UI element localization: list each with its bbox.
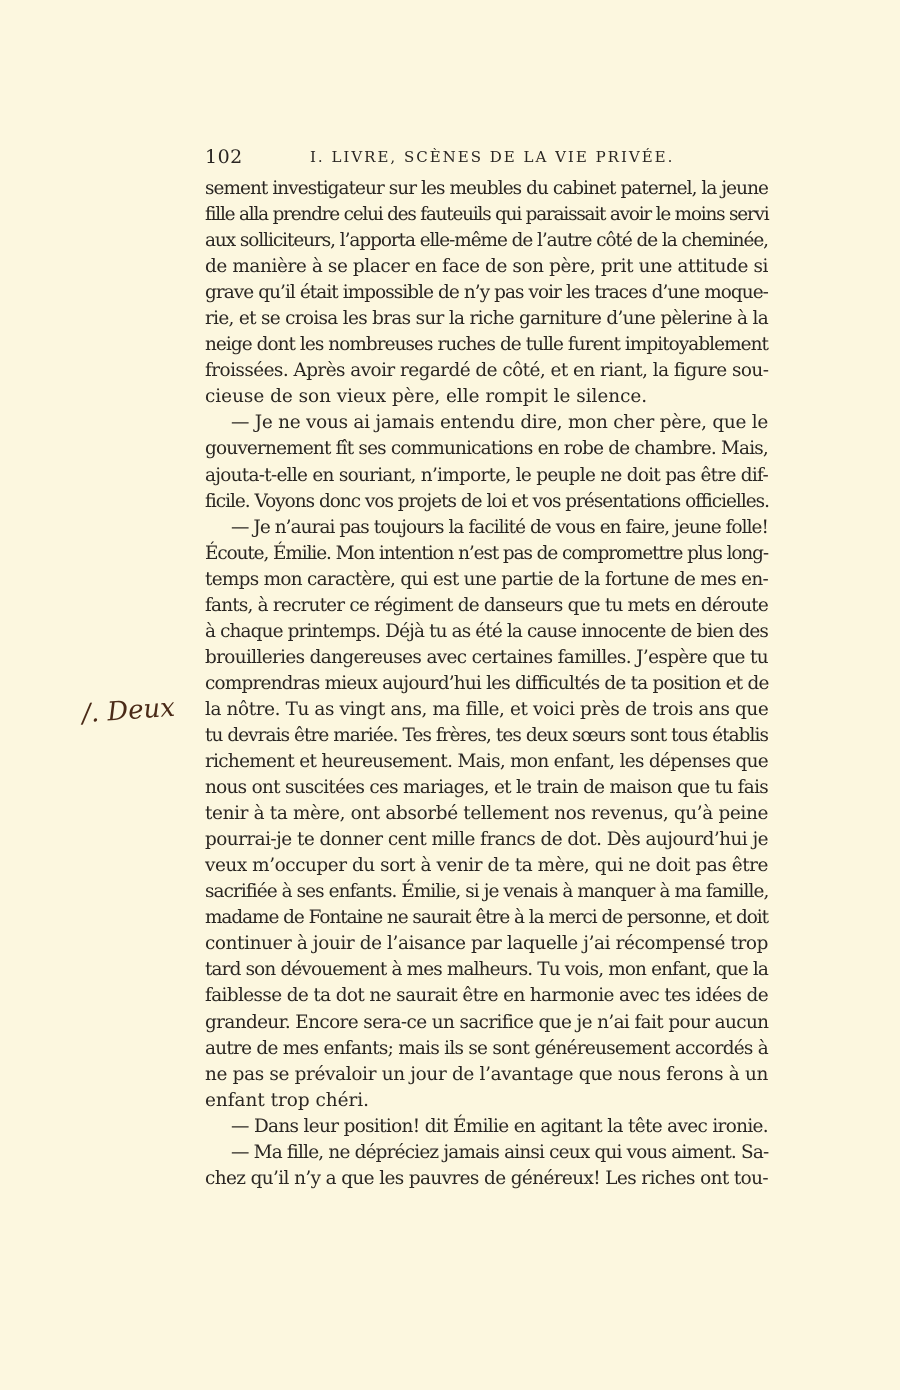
text-line: fants, à recruter ce régiment de danseurs que tu mets en déroute	[205, 594, 769, 616]
text-line: brouilleries dangereuses avec certaines familles. J’espère que tu	[205, 646, 768, 668]
text-line: froissées. Après avoir regardé de côté, et en riant, la figure sou-	[205, 360, 769, 382]
text-line: Écoute, Émilie. Mon intention n’est pas de compromettre plus long-	[205, 542, 769, 564]
text-line: neige dont les nombreuses ruches de tulle furent impitoyablement	[205, 334, 768, 356]
text-line: grandeur. Encore sera-ce un sacrifice que je n’ai fait pour aucun	[205, 1011, 769, 1033]
text-line: ficile. Voyons donc vos projets de loi et vos présentations officielles.	[205, 490, 769, 512]
text-line: chez qu’il n’y a que les pauvres de généreux! Les riches ont tou-	[205, 1167, 769, 1189]
text-line: ajouta-t-elle en souriant, n’importe, le peuple ne doit pas être dif-	[205, 464, 769, 486]
text-line: madame de Fontaine ne saurait être à la merci de personne, et doit	[205, 907, 768, 929]
text-line: pourrai-je te donner cent mille francs de dot. Dès aujourd’hui je	[205, 829, 768, 851]
text-line: cieuse de son vieux père, elle rompit le silence.	[205, 386, 648, 408]
running-title: I. LIVRE, SCÈNES DE LA VIE PRIVÉE.	[310, 148, 675, 166]
text-line: faiblesse de ta dot ne saurait être en harmonie avec tes idées de	[205, 985, 768, 1007]
text-line: tu devrais être mariée. Tes frères, tes deux sœurs sont tous établis	[205, 724, 768, 746]
text-line: ne pas se prévaloir un jour de l’avantage que nous ferons à un	[205, 1063, 768, 1085]
text-line: à chaque printemps. Déjà tu as été la cause innocente de bien des	[205, 620, 768, 642]
text-line: — Dans leur position! dit Émilie en agitant la tête avec ironie.	[231, 1115, 768, 1137]
text-line: fille alla prendre celui des fauteuils qui paraissait avoir le moins servi	[205, 204, 769, 226]
handwritten-margin-note: /. Deux	[81, 692, 176, 730]
text-line: autre de mes enfants; mais ils se sont généreusement accordés à	[205, 1037, 769, 1059]
page-number: 102	[205, 146, 243, 168]
text-line: tard son dévouement à mes malheurs. Tu vois, mon enfant, que la	[205, 959, 768, 981]
text-line: — Je n’aurai pas toujours la facilité de vous en faire, jeune folle!	[231, 516, 768, 538]
text-line: tenir à ta mère, ont absorbé tellement nos revenus, qu’à peine	[205, 803, 769, 825]
text-line: temps mon caractère, qui est une partie de la fortune de mes en-	[205, 568, 768, 590]
text-line: — Je ne vous ai jamais entendu dire, mon cher père, que le	[231, 412, 769, 434]
text-line: rie, et se croisa les bras sur la riche garniture d’une pèlerine à la	[205, 308, 768, 330]
text-line: nous ont suscitées ces mariages, et le train de maison que tu fais	[205, 777, 768, 799]
text-line: comprendras mieux aujourd’hui les difficultés de ta position et de	[205, 672, 769, 694]
text-line: veux m’occuper du sort à venir de ta mère, qui ne doit pas être	[205, 855, 768, 877]
text-line: sacrifiée à ses enfants. Émilie, si je venais à manquer à ma famille,	[205, 881, 769, 903]
text-line: sement investigateur sur les meubles du cabinet paternel, la jeune	[205, 178, 768, 199]
text-line: richement et heureusement. Mais, mon enfant, les dépenses que	[205, 751, 768, 773]
text-line: gouvernement fît ses communications en robe de chambre. Mais,	[205, 438, 768, 460]
text-line: de manière à se placer en face de son père, prit une attitude si	[205, 256, 769, 278]
text-line: aux solliciteurs, l’apporta elle-même de l’autre côté de la cheminée,	[205, 230, 768, 252]
text-line: continuer à jouir de l’aisance par laquelle j’ai récompensé trop	[205, 933, 768, 955]
text-line: enfant trop chéri.	[205, 1089, 369, 1111]
running-head	[205, 146, 765, 174]
text-line: grave qu’il était impossible de n’y pas voir les traces d’une moque-	[205, 282, 768, 304]
body-text	[205, 176, 768, 1192]
text-line: — Ma fille, ne dépréciez jamais ainsi ceux qui vous aiment. Sa-	[231, 1141, 769, 1163]
text-line: la nôtre. Tu as vingt ans, ma fille, et voici près de trois ans que	[205, 698, 769, 720]
